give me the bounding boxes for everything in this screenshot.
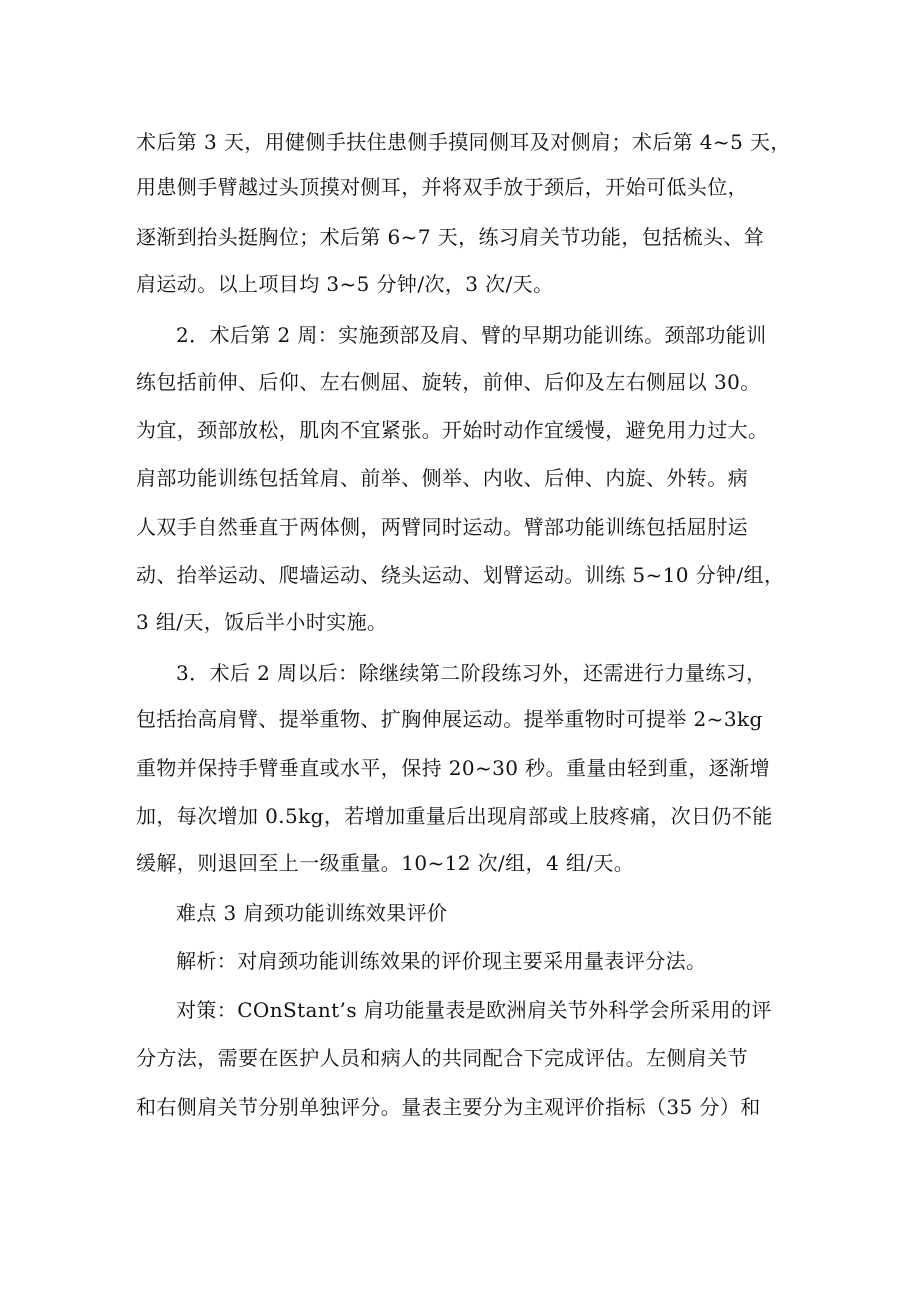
paragraph-line: 为宜，颈部放松，肌肉不宜紧张。开始时动作宜缓慢，避免用力过大。 [136, 418, 769, 442]
paragraph-line: 术后第 3 天，用健侧手扶住患侧手摸同侧耳及对侧肩；术后第 4~5 天， [136, 130, 791, 154]
paragraph-line: 加，每次增加 0.5kg，若增加重量后出现肩部或上肢疼痛，次日仍不能 [136, 804, 773, 828]
paragraph-line: 肩部功能训练包括耸肩、前举、侧举、内收、后伸、内旋、外转。病 [136, 466, 748, 490]
paragraph-line: 对策：COnStant’s 肩功能量表是欧洲肩关节外科学会所采用的评 [176, 998, 772, 1022]
paragraph-line: 2．术后第 2 周：实施颈部及肩、臂的早期功能训练。颈部功能训 [176, 323, 767, 347]
section-heading: 难点 3 肩颈功能训练效果评价 [176, 901, 448, 925]
paragraph-line: 和右侧肩关节分别单独评分。量表主要分为主观评价指标（35 分）和 [136, 1095, 761, 1119]
paragraph-line: 包括抬高肩臂、提举重物、扩胸伸展运动。提举重物时可提举 2~3kg [136, 707, 763, 731]
paragraph-line: 动、抬举运动、爬墙运动、绕头运动、划臂运动。训练 5~10 分钟/组， [136, 563, 785, 587]
paragraph-line: 分方法，需要在医护人员和病人的共同配合下完成评估。左侧肩关节 [136, 1046, 748, 1070]
paragraph-line: 用患侧手臂越过头顶摸对侧耳，并将双手放于颈后，开始可低头位， [136, 175, 748, 199]
paragraph-line: 缓解，则退回至上一级重量。10~12 次/组，4 组/天。 [136, 851, 635, 875]
paragraph-line: 肩运动。以上项目均 3~5 分钟/次，3 次/天。 [136, 272, 554, 296]
paragraph-line: 逐渐到抬头挺胸位；术后第 6~7 天，练习肩关节功能，包括梳头、耸 [136, 225, 765, 249]
analysis-line: 解析：对肩颈功能训练效果的评价现主要采用量表评分法。 [176, 949, 707, 973]
paragraph-line: 人双手自然垂直于两体侧，两臂同时运动。臂部功能训练包括屈肘运 [136, 515, 748, 539]
paragraph-line: 3 组/天，饭后半小时实施。 [136, 610, 388, 634]
paragraph-line: 3．术后 2 周以后：除继续第二阶段练习外，还需进行力量练习， [176, 661, 767, 685]
paragraph-line: 练包括前伸、后仰、左右侧屈、旋转，前伸、后仰及左右侧屈以 30。 [136, 370, 761, 394]
paragraph-line: 重物并保持手臂垂直或水平，保持 20~30 秒。重量由轻到重，逐渐增 [136, 756, 770, 780]
